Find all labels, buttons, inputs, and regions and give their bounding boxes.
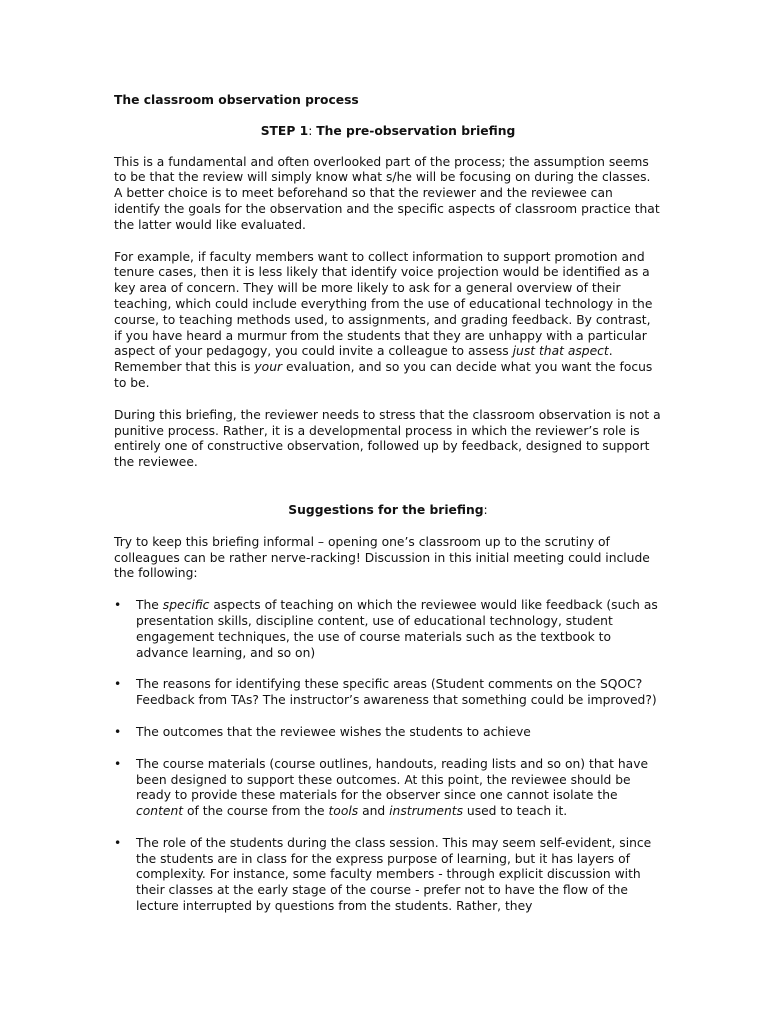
step-separator: : [308, 123, 313, 138]
paragraph-example-emphasis: your [254, 360, 283, 375]
bullet-icon: • [114, 677, 122, 692]
list-item-text: The outcomes that the reviewee wishes the students to achieve [136, 724, 531, 739]
section-spacer [114, 487, 662, 503]
paragraph-example [114, 250, 662, 392]
list-item-emphasis: tools [328, 804, 359, 819]
paragraph-example-text: For example, if faculty members want to collect information to support promotion and tenure cases, then it is less likely that identify voice projection would be identified as a key area of concern. They will be more likely to ask for a general overview of their teaching, which could include everything from the use of educational technology in the course, to teaching methods used, to assignments, and grading feedback. By contrast, if you have heard a murmur from the students that they are unhappy with a particular aspect of your pedagogy, you could invite a colleague to assess [114, 249, 653, 359]
step-title: The pre-observation briefing [316, 123, 516, 138]
list-item-text: of the course from the [183, 804, 329, 819]
suggestions-heading [114, 503, 662, 519]
paragraph-example-emphasis: just that aspect [512, 344, 609, 359]
suggestions-heading-suffix: : [483, 502, 488, 517]
paragraph-intro: This is a fundamental and often overlooked part of the process; the assumption seems to be that the review will simply know what s/he will be focusing on during the classes. A better choice is to meet beforehand so that the reviewer and the reviewee can identify the goals for the observation and the specific aspects of classroom practice that the latter would like evaluated. [114, 154, 660, 232]
list-item-text: aspects of teaching on which the reviewee would like feedback (such as presentation skills, discipline content, use of educational technology, student engagement techniques, the use of course materials such as the textbook to advance learning, and so on) [136, 598, 658, 660]
list-item-text: The [136, 598, 163, 613]
list-item-emphasis: instruments [389, 804, 463, 819]
bullet-icon: • [114, 598, 122, 613]
list-item-text: used to teach it. [463, 804, 568, 819]
bullet-icon: • [114, 724, 122, 739]
suggestions-heading-text: Suggestions for the briefing [288, 502, 484, 517]
bullet-icon: • [114, 835, 122, 850]
list-item-text: The course materials (course outlines, handouts, reading lists and so on) that have been designed to support these outcomes. At this point, the reviewee should be ready to provide these materials for the observer since one cannot isolate the [136, 756, 649, 803]
paragraph-briefing: During this briefing, the reviewer needs to stress that the classroom observation is not a punitive process. Rather, it is a developmental process in which the reviewer’s role is entirely one of constructive observation, followed up by feedback, designed to support the reviewee. [114, 407, 661, 470]
paragraph-example-text: . Remember that this is [114, 344, 613, 375]
suggestions-list [114, 598, 662, 915]
suggestions-intro: Try to keep this briefing informal – opening one’s classroom up to the scrutiny of colleagues can be rather nerve-racking! Discussion in this initial meeting could include the following: [114, 534, 650, 581]
list-item [114, 836, 662, 915]
list-item [114, 598, 662, 661]
document-title: The classroom observation process [114, 93, 359, 107]
list-item [114, 757, 662, 820]
step-label: STEP 1 [260, 123, 309, 138]
list-item [114, 725, 662, 741]
bullet-icon: • [114, 756, 122, 771]
document-page [114, 93, 662, 931]
list-item-text: The reasons for identifying these specific areas (Student comments on the SQOC? Feedback from TAs? The instructor’s awareness that something could be improved?) [136, 677, 657, 708]
step-heading [114, 124, 662, 140]
list-item-emphasis: content [136, 804, 184, 819]
list-item-text: The role of the students during the class session. This may seem self-evident, since the students are in class for the express purpose of learning, but it has layers of complexity. For instance, some faculty members - through explicit discussion with their classes at the early stage of the course - prefer not to have the flow of the lecture interrupted by questions from the students. Rather, they [136, 835, 652, 914]
paragraph-example-text: evaluation, and so you can decide what you want the focus to be. [114, 360, 653, 390]
list-item-text: and [358, 804, 390, 819]
list-item-emphasis: specific [162, 598, 210, 613]
list-item [114, 677, 662, 709]
